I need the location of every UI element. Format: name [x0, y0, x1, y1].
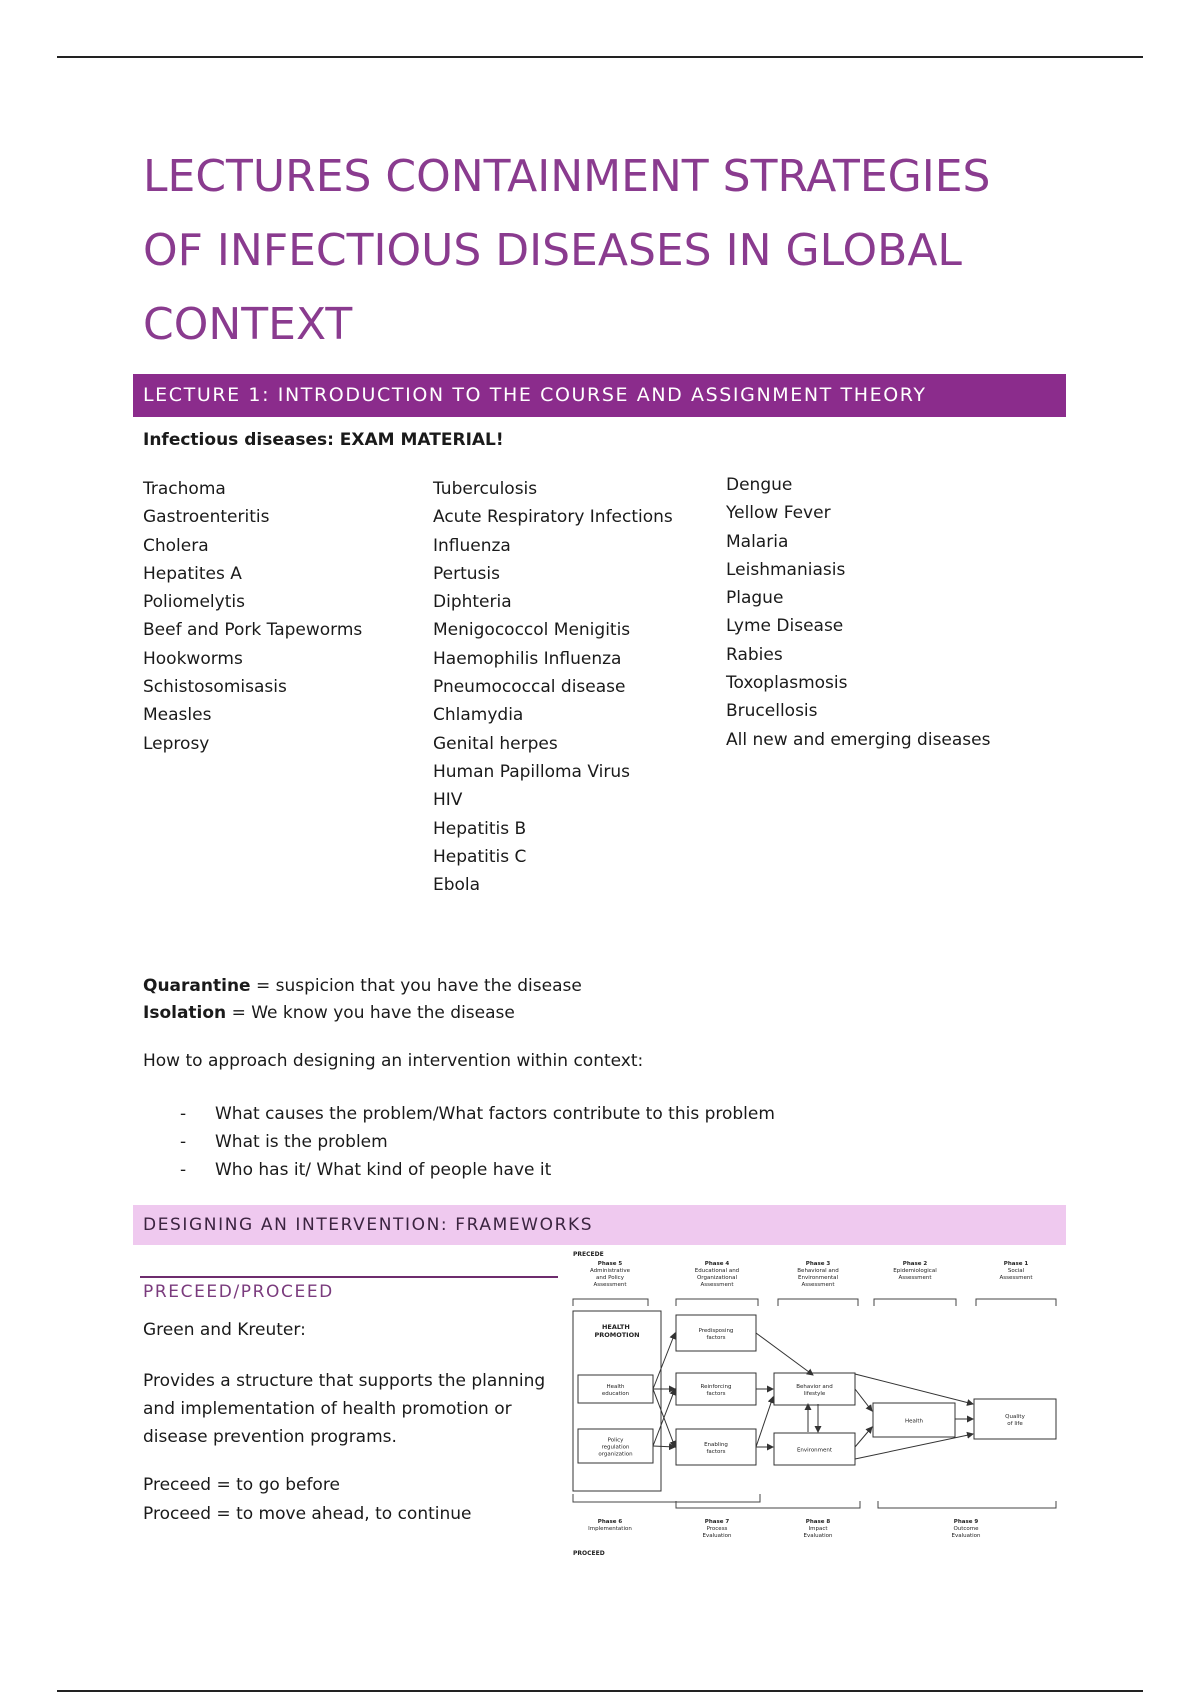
disease-item: Acute Respiratory Infections: [433, 507, 673, 528]
disease-item: Malaria: [726, 531, 789, 552]
approach-item: [143, 1156, 775, 1184]
bullet-dash: -: [180, 1104, 187, 1124]
arrow-environment-to-quality: [855, 1434, 973, 1459]
frameworks-header: DESIGNING AN INTERVENTION: FRAMEWORKS: [133, 1205, 1066, 1245]
arrow-environment-to-health: [855, 1427, 872, 1447]
disease-item: Genital herpes: [433, 733, 558, 754]
approach-list: [143, 1100, 775, 1184]
disease-item: Dengue: [726, 475, 793, 495]
title-line-2: OF INFECTIOUS DISEASES IN GLOBAL: [143, 225, 962, 276]
diagram-boxes: [578, 1315, 1056, 1465]
bottom-phase-labels: [588, 1519, 981, 1539]
phase-label-bottom: Phase 8 Impact Evaluation: [803, 1519, 833, 1539]
disease-column-1: [143, 475, 362, 758]
disease-item: Hepatites A: [143, 563, 242, 584]
disease-item: Haemophilis Influenza: [433, 648, 622, 669]
exam-heading: Infectious diseases: EXAM MATERIAL!: [143, 430, 504, 450]
diagram-svg: [568, 1249, 1058, 1561]
disease-item: Gastroenteritis: [143, 507, 270, 528]
disease-item: All new and emerging diseases: [726, 729, 991, 750]
box-label-quality: Quality of life: [1005, 1414, 1025, 1427]
proceed-label: PROCEED: [573, 1550, 605, 1557]
disease-column-3: [726, 471, 990, 754]
box-label-behavior: Behavior and lifestyle: [796, 1384, 833, 1397]
definition-text: = suspicion that you have the disease: [250, 976, 582, 996]
phase-label-bottom: Phase 6 Implementation: [588, 1519, 632, 1532]
disease-item: Poliomelytis: [143, 592, 245, 613]
disease-item: Cholera: [143, 535, 209, 556]
arrow-enabling-to-behavior: [756, 1397, 773, 1447]
box-label-reinforcing: Reinforcing factors: [700, 1384, 732, 1397]
bracket-phase-3: [778, 1299, 858, 1306]
disease-item: Measles: [143, 705, 212, 726]
phase-label-top: Phase 3 Behavioral and Environmental Assessment: [797, 1261, 839, 1288]
preceed-proceed-heading: PRECEED/PROCEED: [143, 1282, 334, 1302]
disease-item: Leprosy: [143, 733, 210, 754]
bracket-phase-1: [976, 1299, 1056, 1306]
title-line-3: CONTEXT: [143, 299, 353, 350]
box-label-health-education: Health education: [601, 1384, 630, 1397]
box-label-enabling: Enabling factors: [704, 1442, 728, 1455]
disease-item: Pertusis: [433, 563, 500, 584]
disease-item: Hepatitis C: [433, 846, 527, 867]
approach-item: [143, 1128, 775, 1156]
bracket-phase-9: [878, 1501, 1056, 1508]
bracket-phase-2: [874, 1299, 956, 1306]
document-title: [143, 140, 1043, 362]
approach-intro: How to approach designing an intervention within context:: [143, 1051, 644, 1071]
top-brackets: [573, 1299, 1056, 1306]
authors-line: Green and Kreuter:: [143, 1320, 306, 1340]
disease-item: Ebola: [433, 875, 481, 896]
bottom-rule: [57, 1690, 1143, 1692]
phase-label-top: Phase 4 Educational and Organizational Assessment: [694, 1261, 740, 1288]
disease-column-2: [433, 475, 673, 899]
approach-item-text: What is the problem: [215, 1132, 388, 1152]
arrow-predisposing-to-behavior: [756, 1333, 813, 1375]
phase-label-top: Phase 2 Epidemiological Assessment: [893, 1261, 937, 1281]
disease-item: Human Papilloma Virus: [433, 761, 630, 782]
disease-item: Beef and Pork Tapeworms: [143, 620, 363, 641]
box-label-health: Health: [904, 1418, 924, 1425]
approach-item: [143, 1100, 775, 1128]
disease-item: Brucellosis: [726, 701, 818, 722]
definition-text: = We know you have the disease: [226, 1003, 515, 1023]
phase-label-bottom: Phase 9 Outcome Evaluation: [951, 1519, 981, 1539]
top-phase-labels: [590, 1261, 1033, 1288]
precede-proceed-diagram: [568, 1249, 1058, 1561]
arrow-behavior-to-health: [855, 1389, 872, 1411]
arrow-behavior-to-quality: [855, 1374, 973, 1404]
disease-item: Hepatitis B: [433, 818, 527, 839]
approach-item-text: What causes the problem/What factors contribute to this problem: [215, 1104, 775, 1124]
disease-item: Chlamydia: [433, 705, 524, 726]
definition-term: Quarantine: [143, 976, 251, 996]
phase-label-top: Phase 5 Administrative and Policy Assessment: [589, 1261, 631, 1288]
meaning-line: Proceed = to move ahead, to continue: [143, 1504, 472, 1524]
approach-item-text: Who has it/ What kind of people have it: [215, 1160, 552, 1180]
disease-item: Diphteria: [433, 592, 512, 613]
arrow-policy-to-enabling: [653, 1446, 675, 1447]
disease-item: Plague: [726, 588, 784, 609]
health-promotion-label: HEALTH PROMOTION: [594, 1323, 640, 1339]
lecture-header: LECTURE 1: INTRODUCTION TO THE COURSE AND ASSIGNMENT THEORY: [133, 374, 1066, 417]
definition-isolation: [143, 1003, 515, 1023]
disease-item: Toxoplasmosis: [726, 673, 848, 694]
precede-label: PRECEDE: [573, 1251, 604, 1258]
bracket-phase-5: [573, 1299, 648, 1306]
disease-item: HIV: [433, 790, 463, 811]
disease-item: Hookworms: [143, 648, 243, 669]
bracket-phase-6: [573, 1494, 760, 1502]
description-line: and implementation of health promotion or: [143, 1399, 512, 1419]
disease-item: Influenza: [433, 535, 511, 556]
bullet-dash: -: [180, 1160, 187, 1180]
meaning-line: Preceed = to go before: [143, 1475, 340, 1495]
box-label-predisposing: Predisposing factors: [698, 1328, 734, 1341]
section-divider: [140, 1276, 558, 1278]
arrow-edu-to-predisposing: [653, 1333, 675, 1389]
disease-item: Menigococcol Menigitis: [433, 620, 631, 641]
disease-item: Trachoma: [143, 479, 226, 499]
phase-label-bottom: Phase 7 Process Evaluation: [702, 1519, 732, 1539]
disease-item: Pneumococcal disease: [433, 677, 626, 698]
phase-label-top: Phase 1 Social Assessment: [999, 1261, 1033, 1281]
disease-item: Leishmaniasis: [726, 559, 846, 580]
bullet-dash: -: [180, 1132, 187, 1152]
top-rule: [57, 56, 1143, 58]
description-line: Provides a structure that supports the planning: [143, 1371, 546, 1391]
disease-item: Yellow Fever: [726, 503, 831, 524]
box-label-policy: Policy regulation organization: [598, 1437, 633, 1458]
bracket-phase-4: [676, 1299, 758, 1306]
disease-item: Tuberculosis: [433, 479, 538, 499]
definition-term: Isolation: [143, 1003, 227, 1023]
disease-item: Lyme Disease: [726, 616, 844, 637]
disease-item: Schistosomisasis: [143, 677, 287, 698]
definition-quarantine: [143, 976, 582, 996]
box-label-environment: Environment: [796, 1447, 833, 1454]
bottom-brackets: [573, 1494, 1056, 1508]
description-line: disease prevention programs.: [143, 1427, 397, 1447]
disease-item: Rabies: [726, 644, 783, 665]
title-line-1: LECTURES CONTAINMENT STRATEGIES: [143, 151, 991, 202]
